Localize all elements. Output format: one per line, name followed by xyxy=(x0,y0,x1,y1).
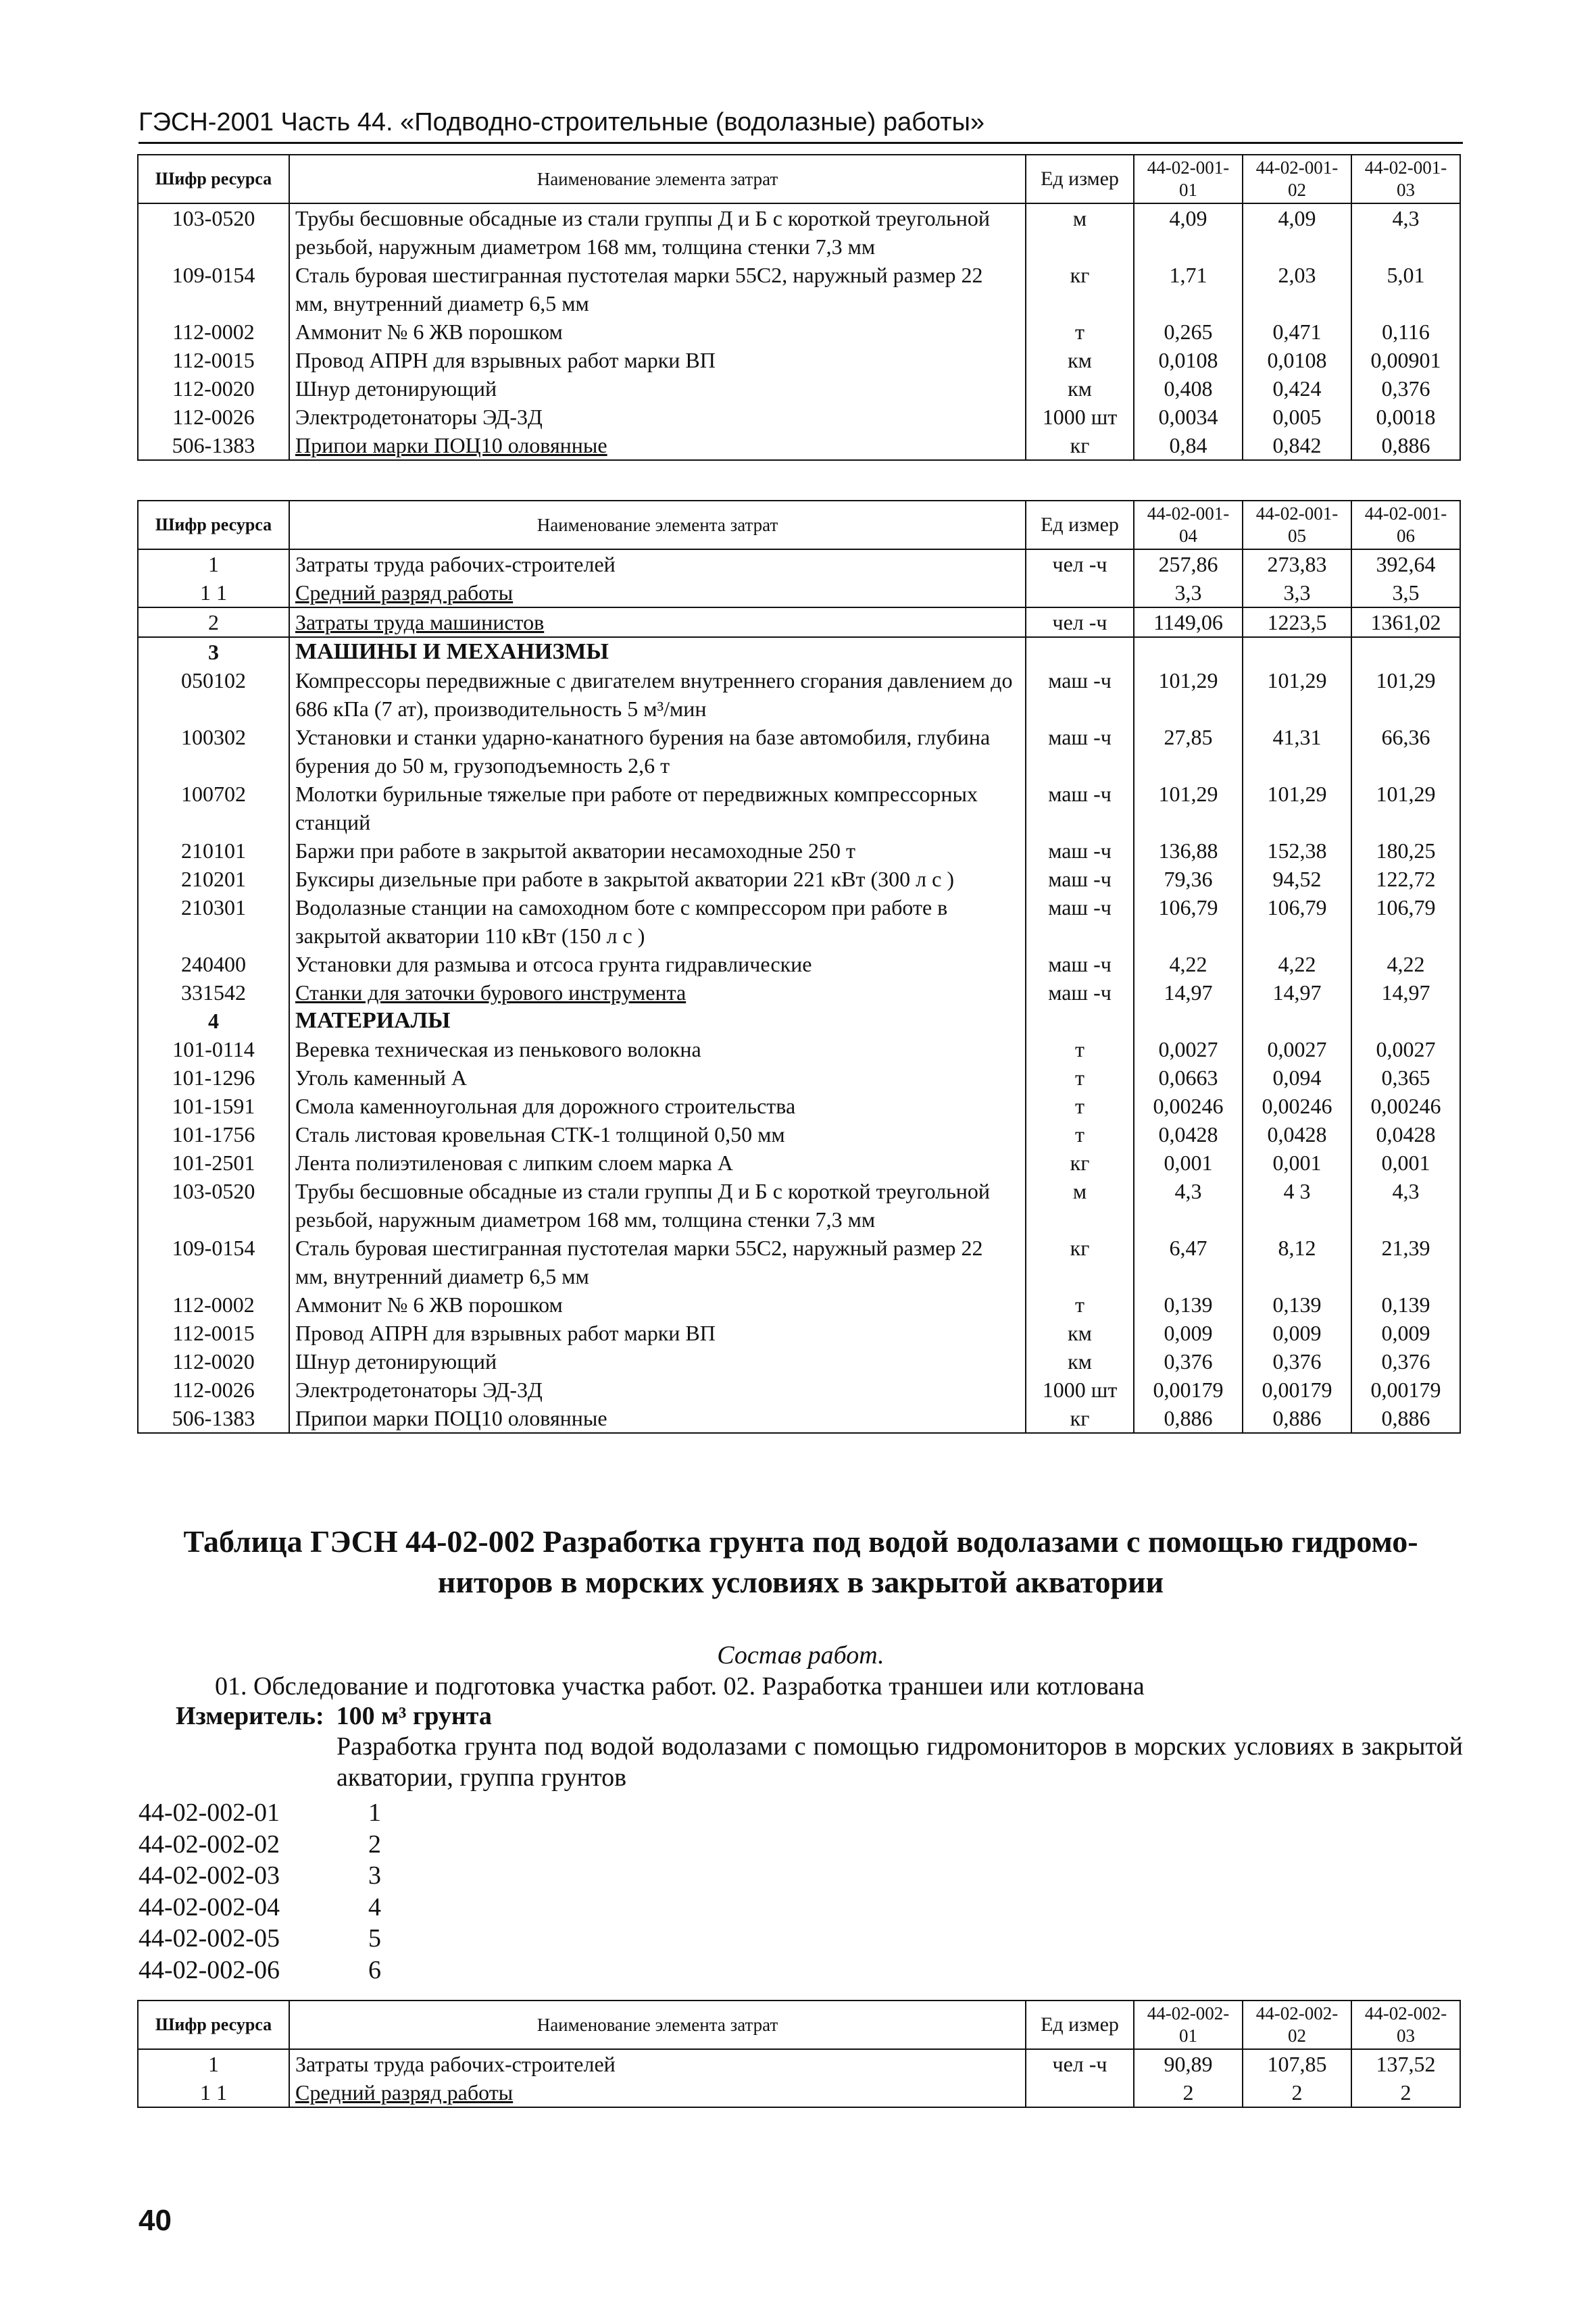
soil-group: 2 xyxy=(368,1830,381,1859)
meter-value: 100 м³ грунта xyxy=(336,1702,492,1730)
cell-code: 101-1296 xyxy=(138,1063,289,1092)
cell-name: Смола каменноугольная для дорожного строительства xyxy=(289,1092,1026,1120)
cell-value-2: 4,22 xyxy=(1243,950,1351,978)
cell-value-3 xyxy=(1351,637,1460,666)
cell-code: 210101 xyxy=(138,836,289,865)
col-header-norm-2: 44-02-001-02 xyxy=(1243,155,1351,203)
cell-name: МАШИНЫ И МЕХАНИЗМЫ xyxy=(289,637,1026,666)
col-header-code: Шифр ресурса xyxy=(138,2001,289,2049)
norm-description: Разработка грунта под водой водолазами с помощью гидромониторов в морских условиях в закрытой акватории, группа грунтов xyxy=(336,1732,1463,1792)
cell-value-3: 1361,02 xyxy=(1351,607,1460,637)
cell-value-3: 0,886 xyxy=(1351,1404,1460,1433)
cell-code: 112-0020 xyxy=(138,374,289,403)
cell-value-1: 2 xyxy=(1134,2078,1243,2107)
cell-value-3: 0,0428 xyxy=(1351,1120,1460,1149)
table-title-line-1: Таблица ГЭСН 44-02-002 Разработка грунта под водой водолазами с помощью гидромо- xyxy=(183,1524,1418,1559)
cell-value-2: 0,139 xyxy=(1243,1290,1351,1319)
cell-unit: т xyxy=(1026,1035,1134,1063)
cell-unit: маш -ч xyxy=(1026,666,1134,723)
cell-code: 1 1 xyxy=(138,2078,289,2107)
cell-value-2: 41,31 xyxy=(1243,723,1351,780)
col-header-norm-3: 44-02-002-03 xyxy=(1351,2001,1460,2049)
cell-name: Сталь буровая шестигранная пустотелая марки 55С2, наружный размер 22 мм, внутренний диаметр 6,5 мм xyxy=(289,261,1026,318)
cell-value-2: 0,424 xyxy=(1243,374,1351,403)
soil-group: 1 xyxy=(368,1799,381,1827)
cell-unit: маш -ч xyxy=(1026,865,1134,893)
cell-name: Аммонит № 6 ЖВ порошком xyxy=(289,1290,1026,1319)
cell-unit: т xyxy=(1026,1063,1134,1092)
table-row xyxy=(138,1404,1460,1433)
cell-value-2: 152,38 xyxy=(1243,836,1351,865)
cell-unit: кг xyxy=(1026,261,1134,318)
cell-value-1: 0,0428 xyxy=(1134,1120,1243,1149)
norm-code: 44-02-002-02 xyxy=(139,1830,280,1859)
col-header-code: Шифр ресурса xyxy=(138,155,289,203)
cell-value-1: 79,36 xyxy=(1134,865,1243,893)
cell-code: 112-0026 xyxy=(138,1376,289,1404)
cell-value-2: 14,97 xyxy=(1243,978,1351,1007)
cell-value-1: 101,29 xyxy=(1134,666,1243,723)
cell-value-3: 101,29 xyxy=(1351,666,1460,723)
cell-unit: кг xyxy=(1026,431,1134,460)
table-row xyxy=(138,1290,1460,1319)
cell-name: Затраты труда машинистов xyxy=(289,607,1026,637)
table-row xyxy=(138,836,1460,865)
cell-name: Сталь листовая кровельная СТК-1 толщиной 0,50 мм xyxy=(289,1120,1026,1149)
cell-unit: км xyxy=(1026,374,1134,403)
cell-value-2: 3,3 xyxy=(1243,578,1351,607)
cell-unit: 1000 шт xyxy=(1026,403,1134,431)
col-header-unit: Ед измер xyxy=(1026,2001,1134,2049)
norm-code: 44-02-002-06 xyxy=(139,1955,280,1984)
cell-code: 112-0026 xyxy=(138,403,289,431)
cell-value-3: 66,36 xyxy=(1351,723,1460,780)
cell-unit: маш -ч xyxy=(1026,723,1134,780)
cell-name: Лента полиэтиленовая с липким слоем марка А xyxy=(289,1149,1026,1177)
cell-value-3: 3,5 xyxy=(1351,578,1460,607)
cell-unit: чел -ч xyxy=(1026,549,1134,578)
table-row xyxy=(138,578,1460,607)
table-row xyxy=(138,2049,1460,2078)
col-header-norm-1: 44-02-001-01 xyxy=(1134,155,1243,203)
cell-value-1: 90,89 xyxy=(1134,2049,1243,2078)
cell-code: 109-0154 xyxy=(138,261,289,318)
cell-value-2: 4,09 xyxy=(1243,203,1351,261)
cell-value-1: 4,3 xyxy=(1134,1177,1243,1234)
cell-name: Веревка техническая из пенькового волокна xyxy=(289,1035,1026,1063)
cell-value-3: 106,79 xyxy=(1351,893,1460,950)
table-row xyxy=(138,2078,1460,2107)
meter-label: Измеритель: xyxy=(176,1702,324,1730)
resource-table-1 xyxy=(137,154,1461,461)
soil-group: 6 xyxy=(368,1955,381,1984)
col-header-norm-6: 44-02-001-06 xyxy=(1351,501,1460,549)
cell-value-2: 101,29 xyxy=(1243,780,1351,836)
cell-value-1: 6,47 xyxy=(1134,1234,1243,1290)
table-row xyxy=(138,1007,1460,1035)
cell-value-2: 107,85 xyxy=(1243,2049,1351,2078)
cell-value-3: 122,72 xyxy=(1351,865,1460,893)
cell-value-1: 106,79 xyxy=(1134,893,1243,950)
col-header-norm-3: 44-02-001-03 xyxy=(1351,155,1460,203)
cell-unit: чел -ч xyxy=(1026,607,1134,637)
cell-value-2: 1223,5 xyxy=(1243,607,1351,637)
cell-unit: кг xyxy=(1026,1149,1134,1177)
cell-value-1: 0,009 xyxy=(1134,1319,1243,1347)
cell-value-2: 0,842 xyxy=(1243,431,1351,460)
cell-value-2: 0,005 xyxy=(1243,403,1351,431)
cell-name: Шнур детонирующий xyxy=(289,1347,1026,1376)
cell-value-2: 101,29 xyxy=(1243,666,1351,723)
cell-value-2: 0,0027 xyxy=(1243,1035,1351,1063)
cell-value-3: 0,009 xyxy=(1351,1319,1460,1347)
cell-value-3: 137,52 xyxy=(1351,2049,1460,2078)
cell-unit: маш -ч xyxy=(1026,950,1134,978)
cell-value-3: 21,39 xyxy=(1351,1234,1460,1290)
cell-code: 210201 xyxy=(138,865,289,893)
cell-code: 101-0114 xyxy=(138,1035,289,1063)
cell-value-1: 0,0663 xyxy=(1134,1063,1243,1092)
col-header-name: Наименование элемента затрат xyxy=(289,155,1026,203)
cell-name: Средний разряд работы xyxy=(289,578,1026,607)
cell-name: Установки для размыва и отсоса грунта гидравлические xyxy=(289,950,1026,978)
cell-code: 506-1383 xyxy=(138,1404,289,1433)
cell-name: Установки и станки ударно-канатного бурения на базе автомобиля, глубина бурения до 50 м, грузоподъемность 2,6 т xyxy=(289,723,1026,780)
cell-unit: чел -ч xyxy=(1026,2049,1134,2078)
cell-value-1: 27,85 xyxy=(1134,723,1243,780)
cell-code: 331542 xyxy=(138,978,289,1007)
cell-value-2: 0,0108 xyxy=(1243,346,1351,374)
cell-value-1: 3,3 xyxy=(1134,578,1243,607)
list-item xyxy=(139,1923,381,1955)
cell-value-3: 4,3 xyxy=(1351,1177,1460,1234)
header-rule xyxy=(139,142,1463,144)
table-row xyxy=(138,1319,1460,1347)
table-row xyxy=(138,637,1460,666)
cell-value-2: 106,79 xyxy=(1243,893,1351,950)
table-row xyxy=(138,1234,1460,1290)
cell-value-3: 0,116 xyxy=(1351,318,1460,346)
cell-code: 101-1591 xyxy=(138,1092,289,1120)
cell-value-1: 0,0027 xyxy=(1134,1035,1243,1063)
cell-unit: 1000 шт xyxy=(1026,1376,1134,1404)
table-body xyxy=(138,203,1460,460)
cell-name: Провод АПРН для взрывных работ марки ВП xyxy=(289,1319,1026,1347)
work-composition-items: 01. Обследование и подготовка участка работ. 02. Разработка траншеи или котлована xyxy=(215,1672,1145,1701)
cell-name: Станки для заточки бурового инструмента xyxy=(289,978,1026,1007)
cell-value-2: 94,52 xyxy=(1243,865,1351,893)
cell-value-1: 0,139 xyxy=(1134,1290,1243,1319)
cell-code: 101-1756 xyxy=(138,1120,289,1149)
col-header-name: Наименование элемента затрат xyxy=(289,2001,1026,2049)
cell-value-3: 0,00901 xyxy=(1351,346,1460,374)
cell-value-1: 136,88 xyxy=(1134,836,1243,865)
cell-value-2: 2,03 xyxy=(1243,261,1351,318)
table-body xyxy=(138,549,1460,1433)
table-row xyxy=(138,1347,1460,1376)
table-title xyxy=(139,1521,1463,1603)
list-item xyxy=(139,1829,381,1861)
cell-code: 112-0015 xyxy=(138,346,289,374)
cell-value-1: 0,00179 xyxy=(1134,1376,1243,1404)
cell-value-3: 0,886 xyxy=(1351,431,1460,460)
cell-value-3: 0,0027 xyxy=(1351,1035,1460,1063)
table-row xyxy=(138,431,1460,460)
cell-value-3: 180,25 xyxy=(1351,836,1460,865)
work-composition-caption: Состав работ. xyxy=(717,1641,884,1669)
cell-value-3: 101,29 xyxy=(1351,780,1460,836)
cell-value-1: 4,09 xyxy=(1134,203,1243,261)
table-body xyxy=(138,2049,1460,2107)
cell-code: 2 xyxy=(138,607,289,637)
cell-code: 112-0002 xyxy=(138,1290,289,1319)
cell-value-2: 4 3 xyxy=(1243,1177,1351,1234)
cell-name: Водолазные станции на самоходном боте с компрессором при работе в закрытой акватории 110 кВт (150 л с ) xyxy=(289,893,1026,950)
cell-code: 050102 xyxy=(138,666,289,723)
norm-code: 44-02-002-03 xyxy=(139,1861,280,1890)
table-row xyxy=(138,261,1460,318)
col-header-norm-2: 44-02-002-02 xyxy=(1243,2001,1351,2049)
cell-unit: км xyxy=(1026,346,1134,374)
cell-name: Электродетонаторы ЭД-3Д xyxy=(289,403,1026,431)
table-row xyxy=(138,1035,1460,1063)
cell-value-2: 0,0428 xyxy=(1243,1120,1351,1149)
cell-value-3: 0,0018 xyxy=(1351,403,1460,431)
col-header-code: Шифр ресурса xyxy=(138,501,289,549)
cell-value-3: 0,139 xyxy=(1351,1290,1460,1319)
cell-value-1: 0,265 xyxy=(1134,318,1243,346)
soil-group: 5 xyxy=(368,1924,381,1953)
cell-value-2: 0,471 xyxy=(1243,318,1351,346)
cell-value-1: 0,00246 xyxy=(1134,1092,1243,1120)
cell-value-2 xyxy=(1243,637,1351,666)
cell-name: Шнур детонирующий xyxy=(289,374,1026,403)
list-item xyxy=(139,1955,381,1986)
resource-table-2 xyxy=(137,500,1461,1434)
table-row xyxy=(138,780,1460,836)
cell-name: Припои марки ПОЦ10 оловянные xyxy=(289,1404,1026,1433)
cell-value-1: 0,886 xyxy=(1134,1404,1243,1433)
cell-unit: кг xyxy=(1026,1234,1134,1290)
cell-unit xyxy=(1026,1007,1134,1035)
cell-value-2: 0,094 xyxy=(1243,1063,1351,1092)
table-row xyxy=(138,1177,1460,1234)
table-row xyxy=(138,865,1460,893)
cell-value-2: 0,00179 xyxy=(1243,1376,1351,1404)
table-row xyxy=(138,607,1460,637)
cell-value-2: 2 xyxy=(1243,2078,1351,2107)
cell-code: 4 xyxy=(138,1007,289,1035)
cell-code: 112-0020 xyxy=(138,1347,289,1376)
col-header-unit: Ед измер xyxy=(1026,501,1134,549)
cell-value-3: 0,376 xyxy=(1351,1347,1460,1376)
cell-value-2: 8,12 xyxy=(1243,1234,1351,1290)
list-item xyxy=(139,1860,381,1892)
cell-value-1: 101,29 xyxy=(1134,780,1243,836)
cell-name: Затраты труда рабочих-строителей xyxy=(289,2049,1026,2078)
col-header-name: Наименование элемента затрат xyxy=(289,501,1026,549)
cell-name: Аммонит № 6 ЖВ порошком xyxy=(289,318,1026,346)
table-row xyxy=(138,1376,1460,1404)
cell-name: Электродетонаторы ЭД-3Д xyxy=(289,1376,1026,1404)
cell-name: Буксиры дизельные при работе в закрытой акватории 221 кВт (300 л с ) xyxy=(289,865,1026,893)
running-header: ГЭСН-2001 Часть 44. «Подводно-строительные (водолазные) работы» xyxy=(139,108,985,136)
cell-unit: т xyxy=(1026,1290,1134,1319)
table-header-row xyxy=(138,155,1460,203)
norm-code: 44-02-002-01 xyxy=(139,1799,280,1827)
cell-code: 109-0154 xyxy=(138,1234,289,1290)
table-row xyxy=(138,1120,1460,1149)
table-row xyxy=(138,893,1460,950)
cell-value-1: 0,0034 xyxy=(1134,403,1243,431)
table-row xyxy=(138,346,1460,374)
list-item xyxy=(139,1892,381,1923)
resource-table-3 xyxy=(137,2000,1461,2108)
cell-value-1 xyxy=(1134,637,1243,666)
cell-value-1: 0,376 xyxy=(1134,1347,1243,1376)
col-header-norm-5: 44-02-001-05 xyxy=(1243,501,1351,549)
table-row xyxy=(138,723,1460,780)
cell-value-3: 4,22 xyxy=(1351,950,1460,978)
cell-value-2: 0,886 xyxy=(1243,1404,1351,1433)
cell-code: 103-0520 xyxy=(138,203,289,261)
cell-unit xyxy=(1026,2078,1134,2107)
cell-value-3: 14,97 xyxy=(1351,978,1460,1007)
cell-name: Уголь каменный А xyxy=(289,1063,1026,1092)
cell-code: 112-0002 xyxy=(138,318,289,346)
cell-value-3: 0,00179 xyxy=(1351,1376,1460,1404)
cell-name: Средний разряд работы xyxy=(289,2078,1026,2107)
cell-value-2: 0,00246 xyxy=(1243,1092,1351,1120)
cell-value-3: 392,64 xyxy=(1351,549,1460,578)
cell-name: Молотки бурильные тяжелые при работе от передвижных компрессорных станций xyxy=(289,780,1026,836)
cell-code: 1 xyxy=(138,549,289,578)
cell-value-1: 0,0108 xyxy=(1134,346,1243,374)
cell-code: 506-1383 xyxy=(138,431,289,460)
cell-value-2: 0,009 xyxy=(1243,1319,1351,1347)
norm-code: 44-02-002-05 xyxy=(139,1924,280,1953)
cell-value-2: 273,83 xyxy=(1243,549,1351,578)
cell-value-2 xyxy=(1243,1007,1351,1035)
cell-unit: т xyxy=(1026,1092,1134,1120)
cell-value-2: 0,376 xyxy=(1243,1347,1351,1376)
meter xyxy=(176,1701,492,1731)
cell-value-3: 0,00246 xyxy=(1351,1092,1460,1120)
table-row xyxy=(138,549,1460,578)
cell-unit: км xyxy=(1026,1347,1134,1376)
col-header-unit: Ед измер xyxy=(1026,155,1134,203)
cell-name: Трубы бесшовные обсадные из стали группы Д и Б с короткой треугольной резьбой, наружным диаметром 168 мм, толщина стенки 7,3 мм xyxy=(289,1177,1026,1234)
cell-unit: маш -ч xyxy=(1026,893,1134,950)
table-header-row xyxy=(138,2001,1460,2049)
cell-unit: маш -ч xyxy=(1026,978,1134,1007)
table-row xyxy=(138,403,1460,431)
cell-name: Компрессоры передвижные с двигателем внутреннего сгорания давлением до 686 кПа (7 ат), производительность 5 м³/мин xyxy=(289,666,1026,723)
table-row xyxy=(138,203,1460,261)
cell-name: Припои марки ПОЦ10 оловянные xyxy=(289,431,1026,460)
cell-value-3: 2 xyxy=(1351,2078,1460,2107)
table-row xyxy=(138,374,1460,403)
table-row xyxy=(138,950,1460,978)
table-row xyxy=(138,318,1460,346)
soil-group: 3 xyxy=(368,1861,381,1890)
cell-unit: маш -ч xyxy=(1026,836,1134,865)
table-header-row xyxy=(138,501,1460,549)
cell-code: 103-0520 xyxy=(138,1177,289,1234)
cell-unit xyxy=(1026,637,1134,666)
cell-unit: км xyxy=(1026,1319,1134,1347)
page-number: 40 xyxy=(139,2204,172,2237)
cell-unit: т xyxy=(1026,1120,1134,1149)
cell-name: Сталь буровая шестигранная пустотелая марки 55С2, наружный размер 22 мм, внутренний диаметр 6,5 мм xyxy=(289,1234,1026,1290)
table-row xyxy=(138,1149,1460,1177)
cell-value-3 xyxy=(1351,1007,1460,1035)
cell-name: МАТЕРИАЛЫ xyxy=(289,1007,1026,1035)
cell-code: 112-0015 xyxy=(138,1319,289,1347)
list-item xyxy=(139,1797,381,1829)
col-header-norm-4: 44-02-001-04 xyxy=(1134,501,1243,549)
cell-unit: кг xyxy=(1026,1404,1134,1433)
cell-value-3: 4,3 xyxy=(1351,203,1460,261)
norm-code: 44-02-002-04 xyxy=(139,1892,280,1921)
table-row xyxy=(138,1092,1460,1120)
cell-code: 101-2501 xyxy=(138,1149,289,1177)
col-header-norm-1: 44-02-002-01 xyxy=(1134,2001,1243,2049)
cell-code: 100302 xyxy=(138,723,289,780)
norm-code-list xyxy=(139,1797,381,1986)
table-row xyxy=(138,978,1460,1007)
cell-name: Провод АПРН для взрывных работ марки ВП xyxy=(289,346,1026,374)
cell-value-3: 0,365 xyxy=(1351,1063,1460,1092)
cell-value-3: 5,01 xyxy=(1351,261,1460,318)
cell-value-1: 14,97 xyxy=(1134,978,1243,1007)
cell-unit: т xyxy=(1026,318,1134,346)
cell-code: 240400 xyxy=(138,950,289,978)
cell-value-1: 257,86 xyxy=(1134,549,1243,578)
soil-group: 4 xyxy=(368,1892,381,1921)
cell-unit: м xyxy=(1026,203,1134,261)
cell-value-1: 0,001 xyxy=(1134,1149,1243,1177)
cell-code: 100702 xyxy=(138,780,289,836)
cell-value-1: 0,84 xyxy=(1134,431,1243,460)
table-title-line-2: ниторов в морских условиях в закрытой акватории xyxy=(437,1565,1164,1599)
table-row xyxy=(138,1063,1460,1092)
cell-name: Затраты труда рабочих-строителей xyxy=(289,549,1026,578)
cell-code: 210301 xyxy=(138,893,289,950)
cell-code: 1 1 xyxy=(138,578,289,607)
cell-value-1: 0,408 xyxy=(1134,374,1243,403)
cell-unit: м xyxy=(1026,1177,1134,1234)
cell-name: Баржи при работе в закрытой акватории несамоходные 250 т xyxy=(289,836,1026,865)
cell-value-3: 0,376 xyxy=(1351,374,1460,403)
cell-value-1 xyxy=(1134,1007,1243,1035)
cell-code: 3 xyxy=(138,637,289,666)
cell-unit: маш -ч xyxy=(1026,780,1134,836)
cell-value-3: 0,001 xyxy=(1351,1149,1460,1177)
cell-name: Трубы бесшовные обсадные из стали группы Д и Б с короткой треугольной резьбой, наружным диаметром 168 мм, толщина стенки 7,3 мм xyxy=(289,203,1026,261)
cell-value-1: 4,22 xyxy=(1134,950,1243,978)
cell-value-1: 1,71 xyxy=(1134,261,1243,318)
cell-value-2: 0,001 xyxy=(1243,1149,1351,1177)
cell-code: 1 xyxy=(138,2049,289,2078)
cell-value-1: 1149,06 xyxy=(1134,607,1243,637)
cell-unit xyxy=(1026,578,1134,607)
table-row xyxy=(138,666,1460,723)
